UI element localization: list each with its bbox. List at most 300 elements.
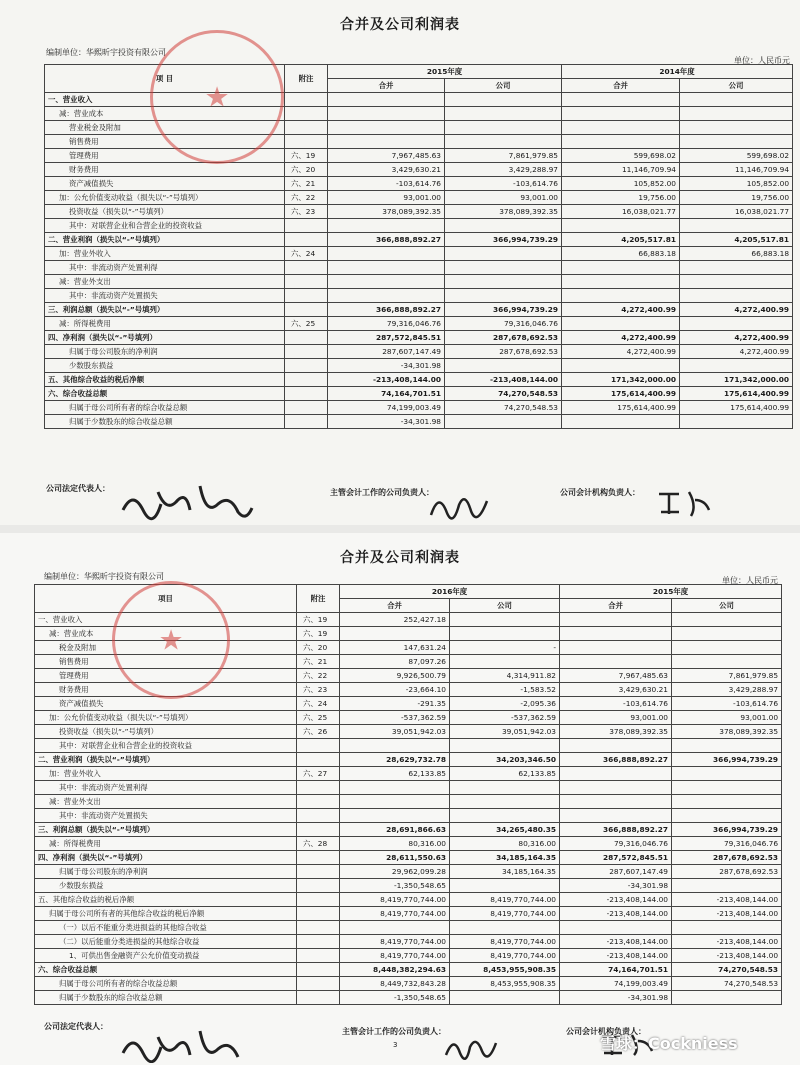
header-consolidated: 合并 [562,79,680,93]
table-row [45,149,793,163]
table-row [45,401,793,415]
amount-cell: 74,270,548.53 [672,963,782,977]
amount-cell [328,247,445,261]
amount-cell [328,121,445,135]
amount-cell: -213,408,144.00 [560,949,672,963]
amount-cell [672,795,782,809]
amount-cell [672,641,782,655]
amount-cell [450,781,560,795]
amount-cell: 34,185,164.35 [450,865,560,879]
amount-cell: 74,199,003.49 [328,401,445,415]
amount-cell: -103,614.76 [328,177,445,191]
amount-cell: 34,265,480.35 [450,823,560,837]
amount-cell [560,613,672,627]
amount-cell: 79,316,046.76 [445,317,562,331]
amount-cell: 8,419,770,744.00 [450,949,560,963]
amount-cell: -537,362.59 [340,711,450,725]
amount-cell: 79,316,046.76 [560,837,672,851]
amount-cell: -103,614.76 [560,697,672,711]
amount-cell: 287,572,845.51 [560,851,672,865]
amount-cell: 366,888,892.27 [560,823,672,837]
amount-cell: 4,272,400.99 [680,331,793,345]
amount-cell: 378,089,392.35 [445,205,562,219]
table-row [45,303,793,317]
row-note: 六、26 [297,725,340,739]
table-row [35,935,782,949]
amount-cell: 378,089,392.35 [328,205,445,219]
amount-cell: - [450,641,560,655]
row-note: 六、20 [285,163,328,177]
table-row [45,345,793,359]
row-note [285,219,328,233]
header-company: 公司 [680,79,793,93]
amount-cell [450,921,560,935]
amount-cell [450,739,560,753]
amount-cell: 39,051,942.03 [450,725,560,739]
amount-cell: 105,852.00 [562,177,680,191]
row-label: 营业税金及附加 [45,121,285,135]
header-year-current: 2016年度 [340,585,560,599]
amount-cell [445,415,562,429]
row-label: 二、营业利润（损失以“-”号填列） [35,753,297,767]
amount-cell: 74,199,003.49 [560,977,672,991]
row-note [285,415,328,429]
row-label: 三、利润总额（损失以“-”号填列） [45,303,285,317]
row-note: 六、20 [297,641,340,655]
amount-cell [672,781,782,795]
row-label: 投资收益（损失以“-”号填列） [45,205,285,219]
amount-cell: 175,614,400.99 [680,401,793,415]
amount-cell [672,809,782,823]
amount-cell: 366,888,892.27 [328,233,445,247]
row-note [285,121,328,135]
row-note [285,261,328,275]
amount-cell [672,627,782,641]
amount-cell [560,655,672,669]
accounting-head-label: 主管会计工作的公司负责人： [342,1027,446,1036]
table-row [45,163,793,177]
amount-cell [450,627,560,641]
amount-cell [445,121,562,135]
amount-cell: -537,362.59 [450,711,560,725]
table-row [45,261,793,275]
row-label: 资产减值损失 [45,177,285,191]
amount-cell [680,121,793,135]
amount-cell: 29,962,099.28 [340,865,450,879]
amount-cell: 34,185,164.35 [450,851,560,865]
table-row [35,907,782,921]
signature [440,1031,500,1063]
amount-cell [445,219,562,233]
amount-cell: -213,408,144.00 [672,935,782,949]
amount-cell: -23,664.10 [340,683,450,697]
amount-cell: 3,429,630.21 [328,163,445,177]
amount-cell: -103,614.76 [672,697,782,711]
row-note [297,963,340,977]
amount-cell: 62,133.85 [450,767,560,781]
header-year-prior: 2015年度 [560,585,782,599]
amount-cell [560,627,672,641]
amount-cell: 8,419,770,744.00 [450,907,560,921]
table-row [35,753,782,767]
amount-cell [445,359,562,373]
amount-cell [562,121,680,135]
amount-cell: 287,678,692.53 [445,331,562,345]
amount-cell: 171,342,000.00 [680,373,793,387]
table-row [35,977,782,991]
amount-cell: 175,614,400.99 [562,401,680,415]
amount-cell [672,921,782,935]
table-row [35,879,782,893]
table-row [35,725,782,739]
row-label: 投资收益（损失以“-”号填列） [35,725,297,739]
row-label: 财务费用 [45,163,285,177]
amount-cell: 7,967,485.63 [560,669,672,683]
amount-cell: 8,419,770,744.00 [340,907,450,921]
amount-cell [445,135,562,149]
amount-cell: 366,994,739.29 [445,303,562,317]
amount-cell: 4,272,400.99 [680,303,793,317]
amount-cell: -34,301.98 [328,415,445,429]
amount-cell: -213,408,144.00 [672,907,782,921]
table-row [35,795,782,809]
amount-cell: -103,614.76 [445,177,562,191]
amount-cell [340,627,450,641]
row-label: 归属于母公司所有者的综合收益总额 [45,401,285,415]
row-label: 加：公允价值变动收益（损失以“-”号填列） [45,191,285,205]
row-note [297,823,340,837]
amount-cell [562,317,680,331]
amount-cell [680,317,793,331]
row-label: （一）以后不能重分类进损益的其他综合收益 [35,921,297,935]
table-row [45,373,793,387]
row-label: 销售费用 [35,655,297,669]
amount-cell: 7,861,979.85 [445,149,562,163]
amount-cell: 19,756.00 [562,191,680,205]
watermark-text: 雪球：Cockniess [600,1034,738,1053]
company-seal: ★ [150,30,284,164]
amount-cell [680,275,793,289]
amount-cell: 287,678,692.53 [445,345,562,359]
header-year-prior: 2014年度 [562,65,793,79]
row-note: 六、22 [285,191,328,205]
signature [425,485,495,525]
row-note [285,93,328,107]
amount-cell [680,93,793,107]
legal-representative-label: 公司法定代表人： [46,484,110,493]
amount-cell: -213,408,144.00 [560,907,672,921]
amount-cell: 74,164,701.51 [560,963,672,977]
row-note [297,935,340,949]
row-note [285,345,328,359]
row-label: 其中：对联营企业和合营企业的投资收益 [35,739,297,753]
row-note: 六、25 [285,317,328,331]
amount-cell [328,289,445,303]
row-note [297,977,340,991]
amount-cell: 7,861,979.85 [672,669,782,683]
header-note: 附注 [285,65,328,93]
row-note [285,107,328,121]
header-company: 公司 [450,599,560,613]
row-label: 归属于母公司所有者的其他综合收益的税后净额 [35,907,297,921]
row-note [297,795,340,809]
header-company: 公司 [672,599,782,613]
amount-cell: 599,698.02 [680,149,793,163]
amount-cell [562,93,680,107]
row-label: 四、净利润（损失以“-”号填列） [35,851,297,865]
amount-cell: 8,448,382,294.63 [340,963,450,977]
row-label: 减：营业外支出 [35,795,297,809]
amount-cell: 74,164,701.51 [328,387,445,401]
table-row [35,949,782,963]
table-row [35,697,782,711]
amount-cell: 66,883.18 [680,247,793,261]
amount-cell: -213,408,144.00 [672,949,782,963]
amount-cell: 16,038,021.77 [562,205,680,219]
amount-cell: 87,097.26 [340,655,450,669]
row-label: 其中：非流动资产处置损失 [35,809,297,823]
amount-cell: 366,888,892.27 [328,303,445,317]
row-note: 六、19 [297,613,340,627]
page-title: 合并及公司利润表 [340,17,460,33]
amount-cell: 74,270,548.53 [445,401,562,415]
row-label: 税金及附加 [35,641,297,655]
table-row [35,991,782,1005]
amount-cell [562,289,680,303]
row-label: 减：营业成本 [45,107,285,121]
accounting-dept-label: 公司会计机构负责人： [560,488,640,497]
row-label: 减：营业外支出 [45,275,285,289]
row-note [285,401,328,415]
amount-cell [340,781,450,795]
amount-cell: -213,408,144.00 [672,893,782,907]
row-note: 六、24 [285,247,328,261]
amount-cell: 252,427.18 [340,613,450,627]
table-row [45,247,793,261]
row-note: 六、25 [297,711,340,725]
amount-cell: 8,419,770,744.00 [340,935,450,949]
row-label: 财务费用 [35,683,297,697]
company-seal: ★ [112,581,230,699]
table-row [45,233,793,247]
table-row [35,893,782,907]
row-label: 归属于母公司股东的净利润 [35,865,297,879]
amount-cell: 287,607,147.49 [328,345,445,359]
row-label: 少数股东损益 [45,359,285,373]
accounting-dept-label: 公司会计机构负责人： [566,1027,646,1036]
amount-cell [560,781,672,795]
amount-cell [445,261,562,275]
amount-cell: 4,272,400.99 [562,331,680,345]
amount-cell: 147,631.24 [340,641,450,655]
amount-cell: 366,888,892.27 [560,753,672,767]
row-label: 四、净利润（损失以“-”号填列） [45,331,285,345]
amount-cell [450,613,560,627]
header-item: 项 目 [45,65,285,93]
table-row [45,359,793,373]
amount-cell: 4,272,400.99 [680,345,793,359]
amount-cell: 175,614,400.99 [562,387,680,401]
amount-cell: 366,994,739.29 [672,823,782,837]
row-label: 归属于母公司所有者的综合收益总额 [35,977,297,991]
amount-cell [672,879,782,893]
amount-cell [340,809,450,823]
amount-cell [328,261,445,275]
row-label: 六、综合收益总额 [35,963,297,977]
header-item: 项目 [35,585,297,613]
amount-cell [562,275,680,289]
row-note [285,373,328,387]
row-label: 其中：非流动资产处置利得 [35,781,297,795]
row-note: 六、24 [297,697,340,711]
amount-cell: 378,089,392.35 [560,725,672,739]
table-row [45,135,793,149]
amount-cell [562,219,680,233]
amount-cell [672,739,782,753]
row-label: 加：公允价值变动收益（损失以“-”号填列） [35,711,297,725]
row-note [285,359,328,373]
amount-cell [450,991,560,1005]
amount-cell: 79,316,046.76 [328,317,445,331]
row-label: （二）以后能重分类进损益的其他综合收益 [35,935,297,949]
amount-cell: -213,408,144.00 [560,935,672,949]
table-row [45,177,793,191]
amount-cell [672,767,782,781]
table-row [45,275,793,289]
amount-cell [560,641,672,655]
amount-cell: 287,678,692.53 [672,851,782,865]
table-row [45,205,793,219]
row-note [285,289,328,303]
row-note [297,991,340,1005]
amount-cell: 74,270,548.53 [672,977,782,991]
amount-cell: 66,883.18 [562,247,680,261]
row-label: 管理费用 [45,149,285,163]
amount-cell: 28,629,732.78 [340,753,450,767]
row-label: 其中：对联营企业和合营企业的投资收益 [45,219,285,233]
amount-cell [680,359,793,373]
amount-cell [562,261,680,275]
row-note [297,921,340,935]
amount-cell [445,93,562,107]
amount-cell: 11,146,709.94 [562,163,680,177]
amount-cell [680,415,793,429]
amount-cell [445,275,562,289]
preparer-label: 编制单位：华熙昕宇投资有限公司 [46,48,166,57]
amount-cell [328,219,445,233]
row-label: 减：所得税费用 [45,317,285,331]
table-row [35,963,782,977]
row-label: 其中：非流动资产处置利得 [45,261,285,275]
amount-cell [562,135,680,149]
amount-cell [560,809,672,823]
row-note [297,809,340,823]
table-row [45,317,793,331]
page-number: 3 [393,1041,398,1049]
amount-cell [680,289,793,303]
amount-cell [340,739,450,753]
amount-cell: 378,089,392.35 [672,725,782,739]
amount-cell: 34,203,346.50 [450,753,560,767]
row-note [297,865,340,879]
row-note [297,879,340,893]
amount-cell: 80,316.00 [450,837,560,851]
row-label: 资产减值损失 [35,697,297,711]
table-row [45,191,793,205]
amount-cell: 4,272,400.99 [562,345,680,359]
amount-cell: 93,001.00 [328,191,445,205]
amount-cell [562,107,680,121]
table-row [45,289,793,303]
amount-cell: -1,350,548.65 [340,991,450,1005]
row-label: 五、其他综合收益的税后净额 [45,373,285,387]
amount-cell [562,359,680,373]
amount-cell: 28,611,550.63 [340,851,450,865]
row-label: 减：所得税费用 [35,837,297,851]
row-note [297,851,340,865]
amount-cell [328,135,445,149]
table-row [35,767,782,781]
amount-cell: 599,698.02 [562,149,680,163]
amount-cell: -213,408,144.00 [328,373,445,387]
amount-cell: 79,316,046.76 [672,837,782,851]
statement-page-2015 [0,0,800,525]
currency-label: 单位：人民币元 [722,576,778,585]
amount-cell: 8,449,732,843.28 [340,977,450,991]
amount-cell: 8,453,955,908.35 [450,963,560,977]
amount-cell: 93,001.00 [445,191,562,205]
amount-cell [680,135,793,149]
amount-cell [328,93,445,107]
amount-cell [560,767,672,781]
amount-cell: 93,001.00 [672,711,782,725]
amount-cell: -34,301.98 [560,991,672,1005]
header-note: 附注 [297,585,340,613]
amount-cell [680,107,793,121]
amount-cell: 4,272,400.99 [562,303,680,317]
amount-cell: 3,429,630.21 [560,683,672,697]
amount-cell [340,795,450,809]
amount-cell: 366,994,739.29 [672,753,782,767]
row-label: 其中：非流动资产处置损失 [45,289,285,303]
row-note: 六、23 [285,205,328,219]
table-row [35,781,782,795]
amount-cell: 9,926,500.79 [340,669,450,683]
amount-cell: -2,095.36 [450,697,560,711]
row-note: 六、21 [297,655,340,669]
amount-cell: 105,852.00 [680,177,793,191]
row-label: 1、可供出售金融资产公允价值变动损益 [35,949,297,963]
header-consolidated: 合并 [560,599,672,613]
table-row [35,851,782,865]
signature [655,486,715,518]
amount-cell: 93,001.00 [560,711,672,725]
row-label: 六、综合收益总额 [45,387,285,401]
amount-cell [560,921,672,935]
amount-cell: 8,419,770,744.00 [340,893,450,907]
row-label: 五、其他综合收益的税后净额 [35,893,297,907]
amount-cell: 7,967,485.63 [328,149,445,163]
signature [118,1027,258,1063]
amount-cell [445,107,562,121]
page-title: 合并及公司利润表 [340,550,460,566]
accounting-head-label: 主管会计工作的公司负责人： [330,488,434,497]
row-note [297,753,340,767]
amount-cell [680,261,793,275]
table-row [45,219,793,233]
amount-cell: -1,583.52 [450,683,560,697]
row-label: 加：营业外收入 [35,767,297,781]
